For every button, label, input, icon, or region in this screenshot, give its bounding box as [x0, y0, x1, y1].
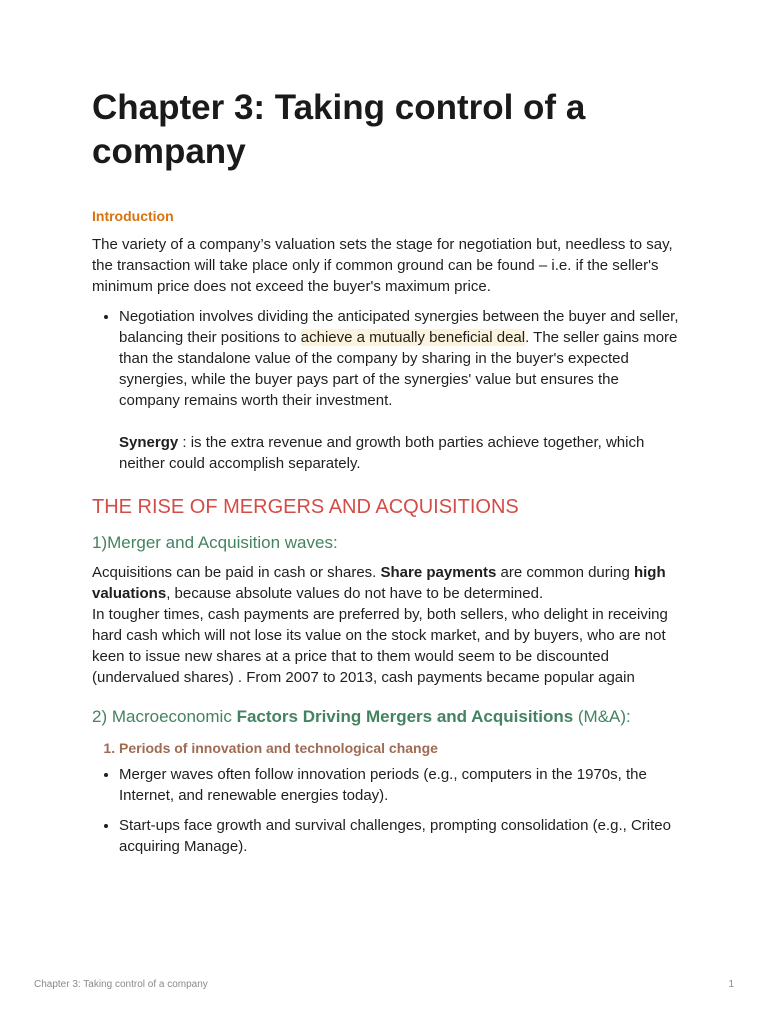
macro-bullet: • Start-ups face growth and survival challenges, prompting consolidation (e.g., Criteo acquiring Manage). — [119, 815, 682, 857]
negotiation-bullet — [119, 306, 682, 474]
macro-bullet: • Merger waves often follow innovation periods (e.g., computers in the 1970s, the Internet, and renewable energies today). — [119, 764, 682, 806]
macro-heading-bold: Factors Driving Mergers and Acquisitions — [236, 707, 574, 726]
waves-paragraph-2: In tougher times, cash payments are preferred by, both sellers, who delight in receiving hard cash which will not lose its value on the stock market, and by buyers, who are not keen to issue new shares at a price that to them would seem to be discounted (undervalued shares) . From 2007 to 2013, cash payments became popular again — [92, 606, 668, 686]
waves-text: , because absolute values do not have to be determined. — [166, 585, 544, 602]
footer-title: Chapter 3: Taking control of a company — [34, 979, 208, 990]
macro-bullet-list — [92, 764, 682, 857]
page-footer — [34, 978, 734, 992]
introduction-label: Introduction — [92, 208, 174, 224]
macro-numbered-list — [92, 738, 682, 758]
macro-heading — [92, 706, 682, 728]
negotiation-text-end: . The seller gains more than the standalone value of the company by sharing in the buyer's expected synergies, while the buyer pays part of the synergies' value but ensures the company remains worth their investment. — [119, 329, 678, 409]
negotiation-text-start: Negotiation involves dividing the anticipated synergies between the buyer and seller, balancing their positions to — [119, 308, 679, 346]
waves-text: are common during — [496, 564, 634, 581]
synergy-term: Synergy — [119, 434, 179, 451]
page-title: Chapter 3: Taking control of a company — [92, 88, 586, 171]
macro-heading-suffix: (M&A): — [573, 707, 631, 726]
macro-heading-prefix: 2) Macroeconomic — [92, 707, 237, 726]
waves-text: Acquisitions can be paid in cash or shares. — [92, 564, 381, 581]
highlighted-phrase: achieve a mutually beneficial deal — [300, 329, 526, 346]
high-valuations-term: high valuations — [92, 564, 666, 602]
share-payments-term: Share payments — [380, 564, 497, 581]
numbered-item-innovation: 1. Periods of innovation and technological change — [119, 738, 682, 758]
synergy-definition — [119, 432, 682, 474]
page-content — [92, 86, 682, 866]
page-number: 1 — [728, 979, 734, 990]
waves-heading: 1)Merger and Acquisition waves: — [92, 533, 338, 552]
introduction-paragraph: The variety of a company’s valuation sets the stage for negotiation but, needless to say, the transaction will take place only if common ground can be found – i.e. if the seller's minimum price does not exceed the buyer's maximum price. — [92, 236, 673, 295]
section-heading: THE RISE OF MERGERS AND ACQUISITIONS — [92, 496, 519, 518]
negotiation-bullet-list — [92, 306, 682, 474]
waves-paragraph-1 — [92, 562, 682, 604]
synergy-description: : is the extra revenue and growth both parties achieve together, which neither could accomplish separately. — [119, 434, 645, 472]
